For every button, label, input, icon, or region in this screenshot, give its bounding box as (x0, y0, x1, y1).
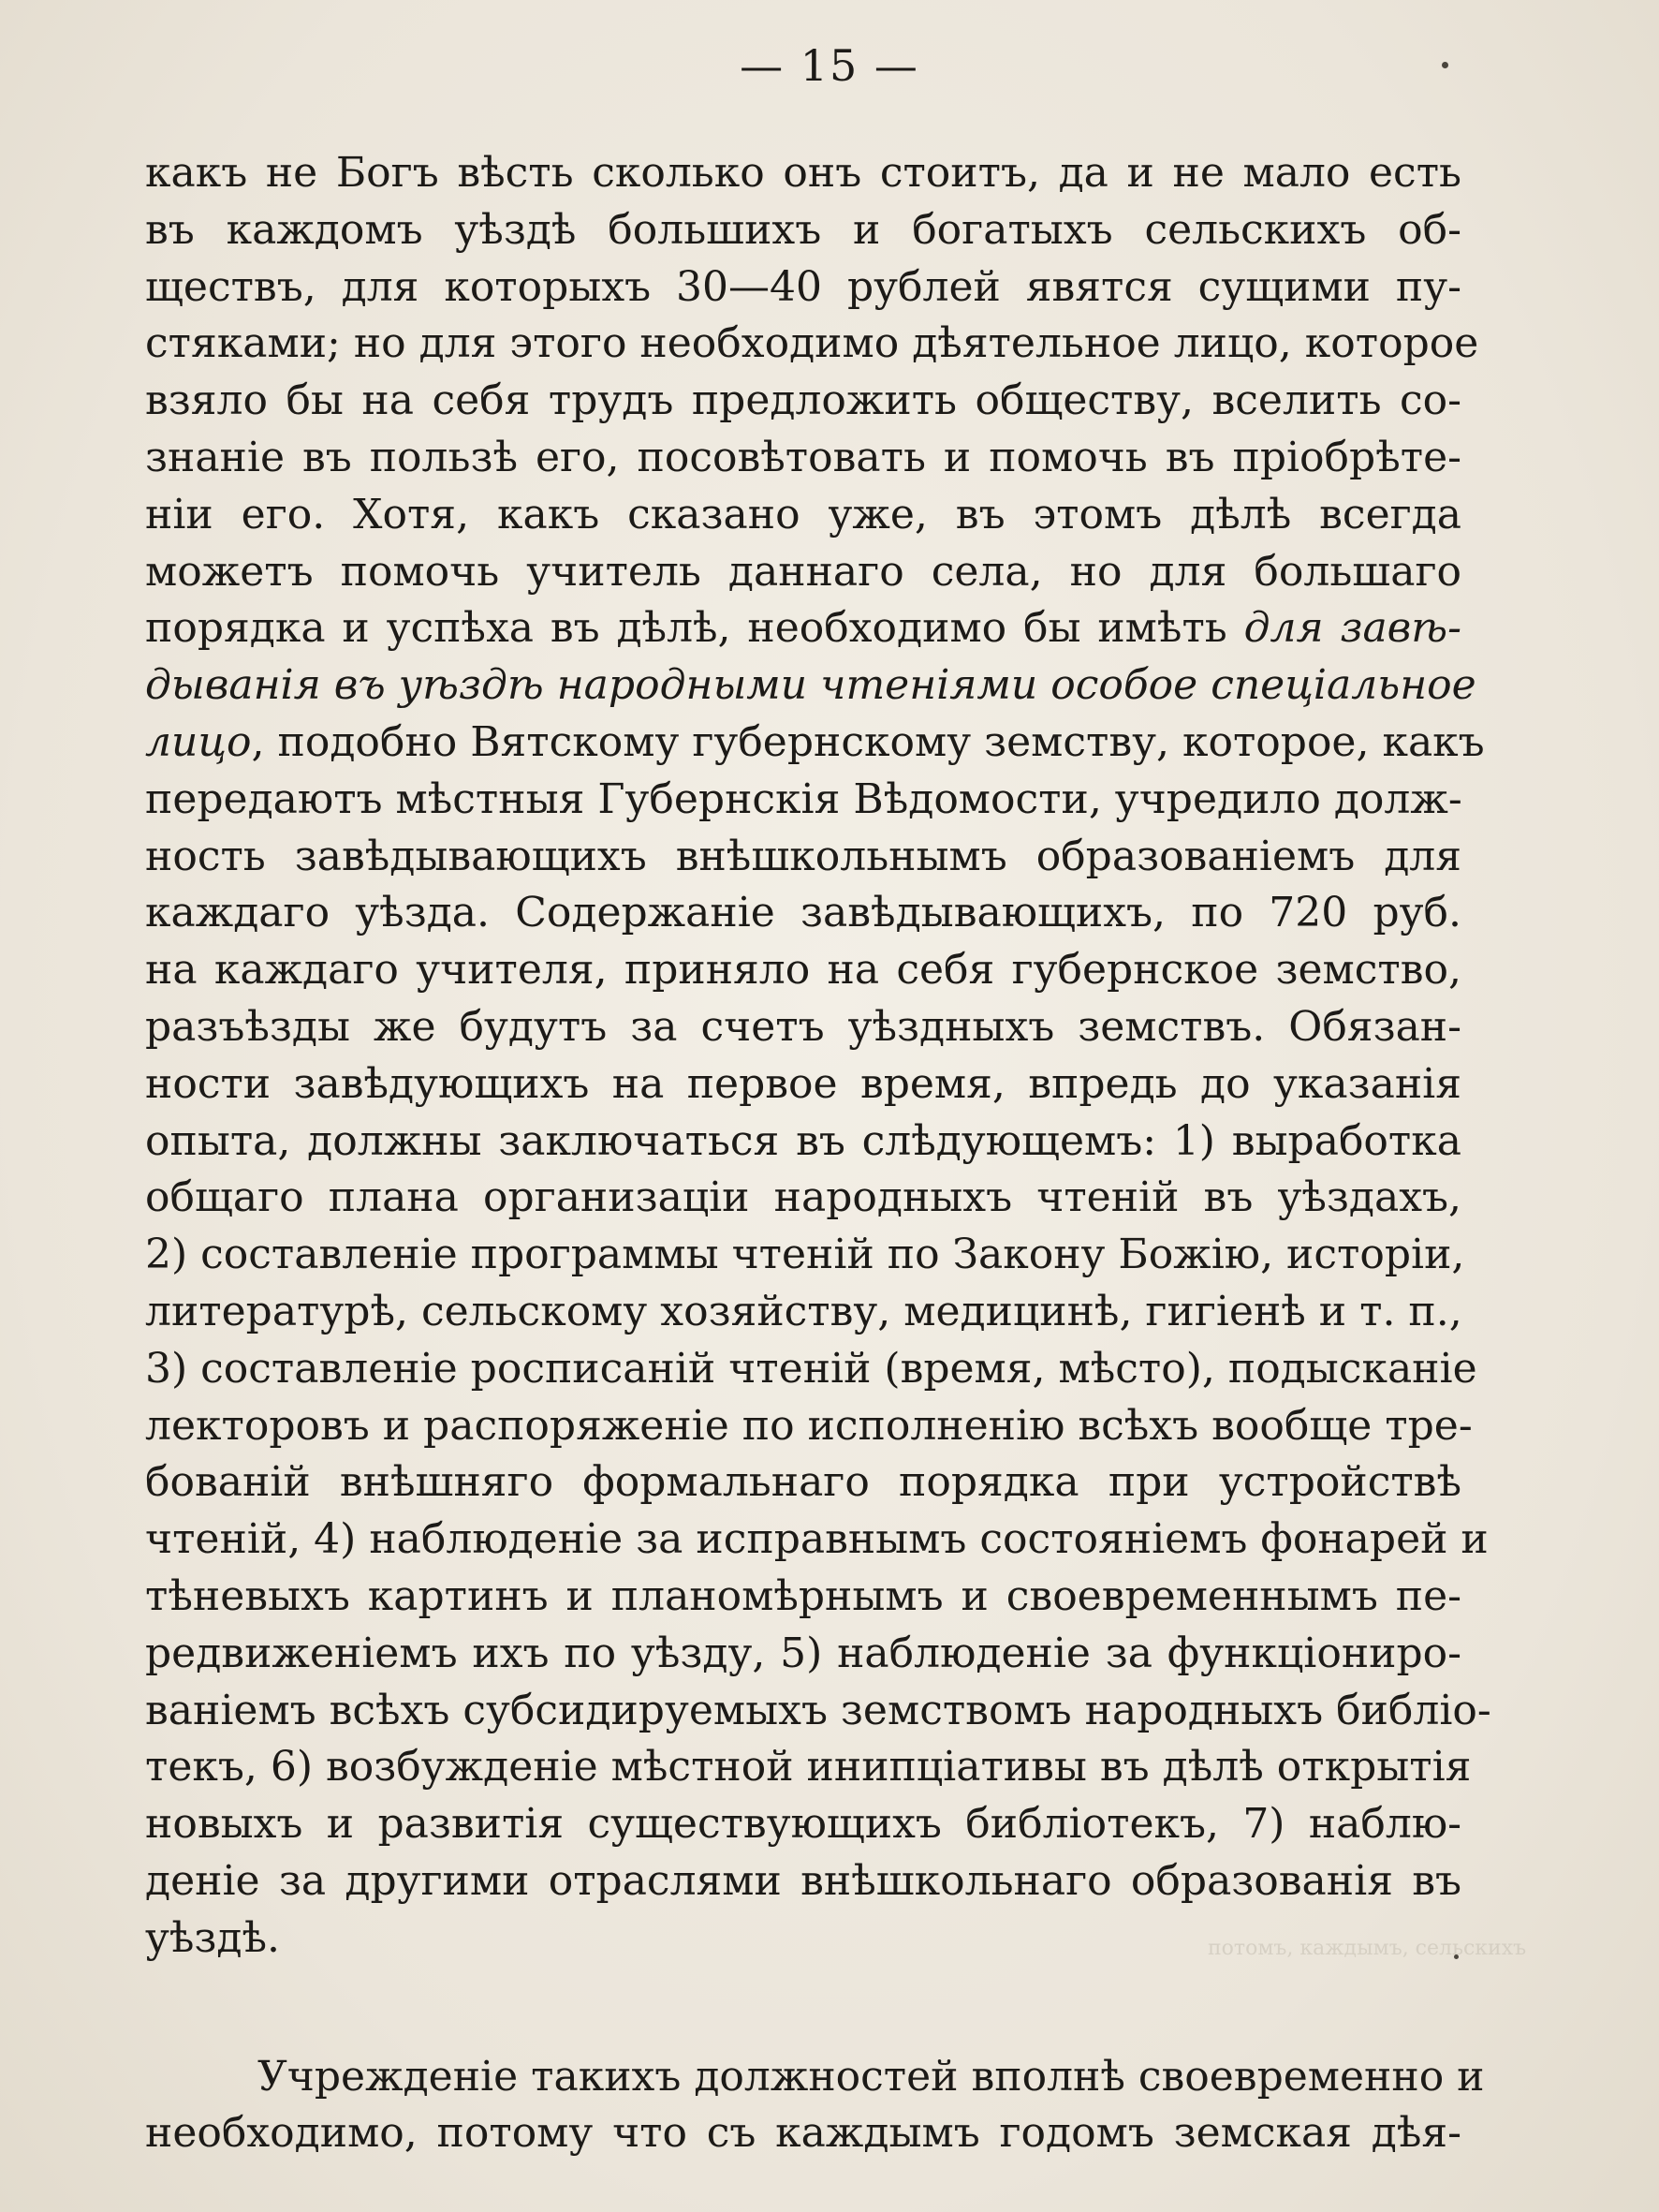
text-segment: порядка и успѣха въ дѣлѣ, необходимо бы имѣть (145, 604, 1244, 653)
text-line: ніи его. Хотя, какъ сказано уже, въ этомъ дѣлѣ всегда (145, 490, 1461, 538)
text-line (145, 657, 1476, 715)
text-line (145, 715, 1485, 772)
text-line: взяло бы на себя трудъ предложить обществу, вселить со- (145, 376, 1461, 425)
text-line: каждаго уѣзда. Содержаніе завѣдывающихъ, по 720 руб. (145, 889, 1461, 937)
text-line: текъ, 6) возбужденіе мѣстной инипціативы въ дѣлѣ открытія (145, 1743, 1472, 1792)
text-line: лекторовъ и распоряженіе по исполненію всѣхъ вообще тре- (145, 1401, 1473, 1450)
text-line: тѣневыхъ картинъ и планомѣрнымъ и своевременнымъ пе- (145, 1571, 1461, 1620)
text-line: въ каждомъ уѣздѣ большихъ и богатыхъ сельскихъ об- (145, 205, 1461, 254)
text-line: можетъ помочь учитель даннаго села, но для большаго (145, 547, 1461, 596)
text-line: новыхъ и развитія существующихъ библіотекъ, 7) наблю- (145, 1800, 1461, 1849)
text-line: ваніемъ всѣхъ субсидируемыхъ земствомъ народныхъ библіо- (145, 1686, 1491, 1734)
text-line: какъ не Богъ вѣсть сколько онъ стоитъ, да и не мало есть (145, 149, 1461, 197)
italic-emphasis: лицо (145, 717, 252, 766)
paragraph-gap (145, 1968, 1461, 2049)
text-line: редвиженіемъ ихъ по уѣзду, 5) наблюденіе за функціониро- (145, 1629, 1461, 1677)
text-line: ности завѣдующихъ на первое время, впредь до указанія (145, 1059, 1461, 1108)
text-line: Учрежденіе такихъ должностей вполнѣ своевременно и (257, 2052, 1485, 2101)
italic-emphasis: дыванія въ уѣздѣ народными чтеніями особое спеціальное (145, 661, 1476, 710)
text-line: ность завѣдывающихъ внѣшкольнымъ образованіемъ для (145, 832, 1461, 880)
italic-emphasis: для завѣ- (1243, 604, 1461, 653)
text-line: уѣздѣ. (145, 1913, 281, 1962)
text-line: необходимо, потому что съ каждымъ годомъ земская дѣя- (145, 2109, 1461, 2158)
text-line: 3) составленіе росписаній чтеній (время, мѣсто), подысканіе (145, 1344, 1477, 1393)
text-line: деніе за другими отраслями внѣшкольнаго образованія въ (145, 1856, 1461, 1905)
text-line (145, 600, 1461, 657)
text-line: передаютъ мѣстныя Губернскія Вѣдомости, учредило долж- (145, 774, 1462, 823)
page-number: — 15 — (740, 40, 919, 91)
text-line: 2) составленіе программы чтеній по Закону Божію, исторіи, (145, 1231, 1465, 1279)
text-line: бованій внѣшняго формальнаго порядка при устройствѣ (145, 1458, 1461, 1507)
text-line: на каждаго учителя, приняло на себя губернское земство, (145, 946, 1461, 995)
text-line: общаго плана организаціи народныхъ чтеній въ уѣздахъ, (145, 1173, 1461, 1222)
speck (1442, 62, 1448, 68)
show-through-text: потомъ, каждымъ, сельскихъ (1208, 1937, 1527, 1960)
text-line: ществъ, для которыхъ 30—40 рублей явятся сущими пу- (145, 262, 1461, 311)
text-line: литературѣ, сельскому хозяйству, медицинѣ, гигіенѣ и т. п., (145, 1287, 1462, 1335)
text-segment: , подобно Вятскому губернскому земству, которое, какъ (251, 717, 1485, 766)
text-line: опыта, должны заключаться въ слѣдующемъ: 1) выработка (145, 1116, 1461, 1165)
text-line: стяками; но для этого необходимо дѣятельное лицо, которое (145, 319, 1479, 368)
body-text (145, 145, 1491, 2162)
text-line: разъѣзды же будутъ за счетъ уѣздныхъ земствъ. Обязан- (145, 1002, 1461, 1051)
text-line: чтеній, 4) наблюденіе за исправнымъ состояніемъ фонарей и (145, 1515, 1489, 1564)
text-line: знаніе въ пользѣ его, посовѣтовать и помочь въ пріобрѣте- (145, 433, 1461, 481)
